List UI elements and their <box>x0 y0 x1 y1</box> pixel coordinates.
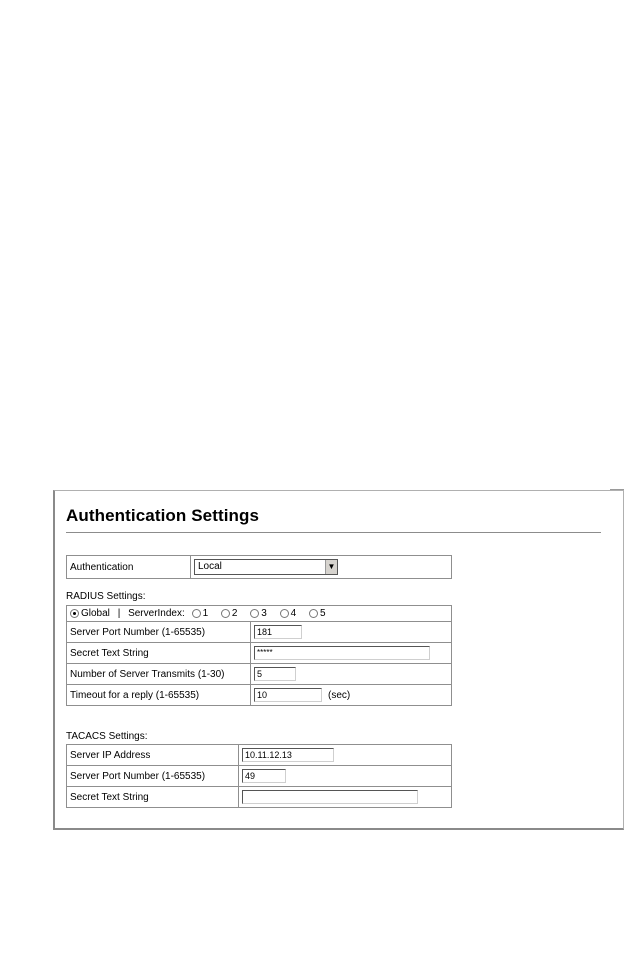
authentication-settings-panel <box>53 490 624 830</box>
radius-table <box>66 605 452 706</box>
radius-timeout-input[interactable]: 10 <box>254 688 322 702</box>
radius-section-label: RADIUS Settings: <box>66 591 146 602</box>
radio-server-2-label: 2 <box>231 607 238 619</box>
radio-global[interactable] <box>70 609 79 618</box>
radius-transmits-cell <box>251 664 452 685</box>
tacacs-secret-cell <box>239 787 452 808</box>
radio-server-2[interactable] <box>221 609 230 618</box>
tacacs-port-cell <box>239 766 452 787</box>
radius-scope-row <box>67 606 452 622</box>
radio-server-4[interactable] <box>280 609 289 618</box>
radius-timeout-cell <box>251 685 452 706</box>
radio-server-5[interactable] <box>309 609 318 618</box>
scope-separator: | <box>117 607 121 619</box>
authentication-label: Authentication <box>67 556 191 579</box>
tacacs-section-label: TACACS Settings: <box>66 731 148 742</box>
tacacs-secret-input[interactable] <box>242 790 418 804</box>
radius-secret-input[interactable]: ***** <box>254 646 430 660</box>
tacacs-ip-cell <box>239 745 452 766</box>
radius-port-input[interactable]: 181 <box>254 625 302 639</box>
authentication-select-cell <box>191 556 452 579</box>
radio-server-3[interactable] <box>250 609 259 618</box>
radio-server-1-label: 1 <box>202 607 209 619</box>
radius-secret-label: Secret Text String <box>67 643 251 664</box>
tacacs-ip-label: Server IP Address <box>67 745 239 766</box>
tacacs-port-input[interactable]: 49 <box>242 769 286 783</box>
page-title: Authentication Settings <box>66 506 260 525</box>
tacacs-secret-label: Secret Text String <box>67 787 239 808</box>
tacacs-ip-input[interactable]: 10.11.12.13 <box>242 748 334 762</box>
tacacs-port-label: Server Port Number (1-65535) <box>67 766 239 787</box>
radius-timeout-label: Timeout for a reply (1-65535) <box>67 685 251 706</box>
radius-transmits-label: Number of Server Transmits (1-30) <box>67 664 251 685</box>
server-index-label: ServerIndex: <box>128 607 185 619</box>
radio-server-3-label: 3 <box>261 607 267 619</box>
tacacs-table <box>66 744 452 808</box>
radio-server-4-label: 4 <box>290 607 297 619</box>
radius-transmits-input[interactable]: 5 <box>254 667 296 681</box>
timeout-unit: (sec) <box>328 689 351 701</box>
radio-server-5-label: 5 <box>319 607 326 619</box>
radio-server-1[interactable] <box>192 609 201 618</box>
authentication-selected-value: Local <box>198 561 222 572</box>
radius-port-label: Server Port Number (1-65535) <box>67 622 251 643</box>
authentication-select[interactable] <box>194 559 338 575</box>
dropdown-arrow-icon[interactable]: ▼ <box>325 560 337 574</box>
radius-port-cell <box>251 622 452 643</box>
radius-secret-cell <box>251 643 452 664</box>
title-divider <box>66 532 601 533</box>
authentication-table <box>66 555 452 579</box>
radio-global-label: Global <box>81 607 110 619</box>
